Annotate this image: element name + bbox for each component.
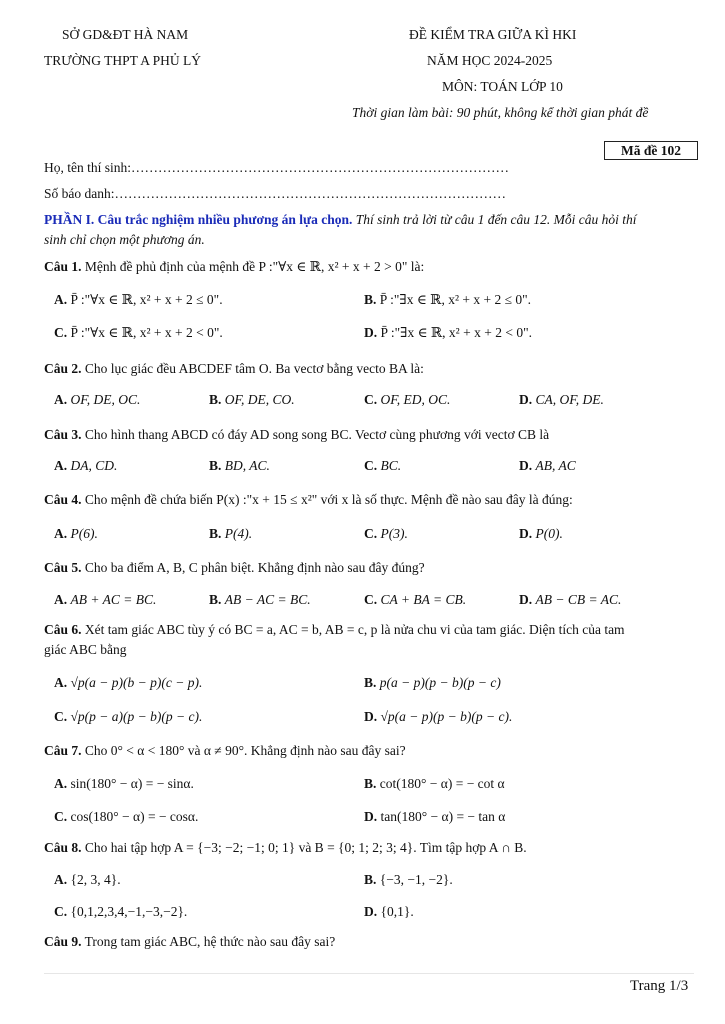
question-text: Cho hai tập hợp A = {−3; −2; −1; 0; 1} và B = {0; 1; 2; 3; 4}. Tìm tập hợp A ∩ B. (84, 840, 527, 855)
option-text: √p(p − a)(p − b)(p − c). (70, 709, 203, 724)
question-4 (44, 490, 704, 510)
question-text: Cho hình thang ABCD có đáy AD song song BC. Vectơ cùng phương với vectơ CB là (84, 427, 550, 442)
school-name: TRƯỜNG THPT A PHỦ LÝ (44, 53, 201, 68)
question-text: Cho 0° < α < 180° và α ≠ 90°. Khẳng định nào sau đây sai? (84, 743, 406, 758)
option-text: AB + AC = BC. (70, 592, 157, 607)
option-text: {0,1,2,3,4,−1,−3,−2}. (70, 904, 188, 919)
option-text: CA, OF, DE. (535, 392, 604, 407)
q1-option-d[interactable] (364, 323, 532, 343)
option-text: P̄ :"∀x ∈ ℝ, x² + x + 2 ≤ 0". (70, 292, 223, 307)
q7-option-a[interactable] (54, 774, 194, 794)
q6-option-d[interactable] (364, 707, 512, 727)
q4-option-a[interactable] (54, 524, 98, 544)
option-letter: D. (519, 592, 533, 607)
question-number: Câu 9. (44, 934, 82, 949)
option-letter: C. (54, 709, 68, 724)
option-text: tan(180° − α) = − tan α (380, 809, 506, 824)
option-text: AB − AC = BC. (224, 592, 311, 607)
option-text: P(3). (380, 526, 408, 541)
part1-heading (44, 210, 704, 250)
option-letter: C. (54, 809, 68, 824)
question-9 (44, 932, 704, 952)
option-letter: C. (364, 392, 378, 407)
option-letter: A. (54, 592, 68, 607)
question-text: Xét tam giác ABC tùy ý có BC = a, AC = b, AB = c, p là nửa chu vi của tam giác. Diện tích của tam (84, 622, 625, 637)
question-2 (44, 359, 704, 379)
q8-option-a[interactable] (54, 870, 121, 890)
q1-option-c[interactable] (54, 323, 223, 343)
option-letter: A. (54, 292, 68, 307)
question-number: Câu 8. (44, 840, 82, 855)
option-text: √p(a − p)(b − p)(c − p). (70, 675, 203, 690)
option-letter: A. (54, 675, 68, 690)
option-text: {2, 3, 4}. (70, 872, 121, 887)
option-letter: D. (364, 709, 378, 724)
q4-option-d[interactable] (519, 524, 563, 544)
option-text: {−3, −1, −2}. (379, 872, 453, 887)
option-text: BD, AC. (224, 458, 270, 473)
subject: MÔN: TOÁN LỚP 10 (442, 79, 563, 94)
q6-option-b[interactable] (364, 673, 501, 693)
option-letter: A. (54, 776, 68, 791)
option-letter: C. (364, 458, 378, 473)
exam-code-box: Mã đề 102 (604, 141, 698, 160)
q8-option-d[interactable] (364, 902, 414, 922)
option-text: p(a − p)(p − b)(p − c) (379, 675, 501, 690)
q3-option-a[interactable] (54, 456, 117, 476)
q4-option-b[interactable] (209, 524, 252, 544)
question-number: Câu 7. (44, 743, 82, 758)
option-text: √p(a − p)(p − b)(p − c). (380, 709, 513, 724)
q2-option-c[interactable] (364, 390, 450, 410)
q8-option-c[interactable] (54, 902, 187, 922)
question-7 (44, 741, 704, 761)
question-text: Cho ba điểm A, B, C phân biệt. Khẳng định nào sau đây đúng? (84, 560, 425, 575)
option-letter: A. (54, 392, 68, 407)
option-text: AB, AC (535, 458, 576, 473)
time-limit: Thời gian làm bài: 90 phút, không kể thời gian phát đề (352, 105, 649, 120)
option-text: AB − CB = AC. (535, 592, 622, 607)
option-letter: B. (209, 392, 222, 407)
q8-option-b[interactable] (364, 870, 453, 890)
q5-option-d[interactable] (519, 590, 621, 610)
option-letter: A. (54, 458, 68, 473)
q2-option-b[interactable] (209, 390, 295, 410)
footer-divider (44, 973, 694, 974)
option-text: P̄ :"∃x ∈ ℝ, x² + x + 2 < 0". (380, 325, 532, 340)
option-letter: D. (364, 325, 378, 340)
option-letter: C. (54, 904, 68, 919)
part1-instructions: Thí sinh trả lời từ câu 1 đến câu 12. Mỗi câu hỏi thí (355, 212, 637, 227)
question-number: Câu 6. (44, 622, 82, 637)
option-letter: B. (364, 675, 377, 690)
option-text: P(6). (70, 526, 98, 541)
option-letter: B. (209, 458, 222, 473)
q4-option-c[interactable] (364, 524, 408, 544)
option-text: OF, ED, OC. (380, 392, 451, 407)
option-text: cos(180° − α) = − cosα. (70, 809, 199, 824)
option-letter: D. (364, 904, 378, 919)
option-letter: B. (364, 872, 377, 887)
q7-option-c[interactable] (54, 807, 198, 827)
part1-title: PHẦN I. Câu trắc nghiệm nhiều phương án lựa chọn. (44, 212, 353, 227)
question-number: Câu 3. (44, 427, 82, 442)
school-year: NĂM HỌC 2024-2025 (427, 53, 553, 68)
q1-option-b[interactable] (364, 290, 531, 310)
part1-instructions-cont: sinh chỉ chọn một phương án. (44, 232, 205, 247)
q2-option-a[interactable] (54, 390, 140, 410)
option-letter: A. (54, 526, 68, 541)
page-number: Trang 1/3 (630, 978, 689, 994)
question-number: Câu 4. (44, 492, 82, 507)
q2-option-d[interactable] (519, 390, 604, 410)
option-text: cot(180° − α) = − cot α (379, 776, 505, 791)
q3-option-c[interactable] (364, 456, 401, 476)
option-letter: C. (54, 325, 68, 340)
option-letter: A. (54, 872, 68, 887)
option-text: P̄ :"∃x ∈ ℝ, x² + x + 2 ≤ 0". (379, 292, 532, 307)
question-8 (44, 838, 704, 858)
option-letter: C. (364, 526, 378, 541)
q3-option-b[interactable] (209, 456, 270, 476)
student-name-line: Họ, tên thí sinh:………………………………………………………………………… (44, 160, 509, 175)
option-letter: B. (364, 292, 377, 307)
q7-option-d[interactable] (364, 807, 505, 827)
option-letter: D. (519, 526, 533, 541)
option-text: DA, CD. (70, 458, 118, 473)
question-number: Câu 2. (44, 361, 82, 376)
option-text: {0,1}. (380, 904, 414, 919)
question-text: Cho lục giác đều ABCDEF tâm O. Ba vectơ bằng vecto BA là: (84, 361, 424, 376)
q5-option-a[interactable] (54, 590, 156, 610)
option-letter: D. (364, 809, 378, 824)
option-letter: D. (519, 392, 533, 407)
question-number: Câu 1. (44, 259, 82, 274)
question-6 (44, 620, 704, 660)
option-text: BC. (380, 458, 402, 473)
question-1 (44, 257, 704, 277)
option-text: P(4). (224, 526, 253, 541)
q6-option-c[interactable] (54, 707, 202, 727)
option-letter: C. (364, 592, 378, 607)
question-5 (44, 558, 704, 578)
question-text-cont: giác ABC bằng (44, 642, 127, 657)
option-letter: B. (209, 592, 222, 607)
option-text: CA + BA = CB. (380, 592, 467, 607)
option-text: P(0). (535, 526, 563, 541)
question-text: Trong tam giác ABC, hệ thức nào sau đây sai? (84, 934, 336, 949)
question-3 (44, 425, 704, 445)
question-text: Cho mệnh đề chứa biến P(x) :"x + 15 ≤ x²" với x là số thực. Mệnh đề nào sau đây là đúng: (84, 492, 573, 507)
exam-title: ĐỀ KIỂM TRA GIỮA KÌ HKI (409, 27, 577, 42)
q5-option-c[interactable] (364, 590, 466, 610)
q1-option-a[interactable] (54, 290, 223, 310)
option-text: P̄ :"∀x ∈ ℝ, x² + x + 2 < 0". (70, 325, 223, 340)
department-name: SỞ GD&ĐT HÀ NAM (62, 27, 189, 42)
option-text: sin(180° − α) = − sinα. (70, 776, 194, 791)
student-id-line: Số báo danh:…………………………………………………………………………… (44, 186, 506, 201)
q3-option-d[interactable] (519, 456, 576, 476)
option-text: OF, DE, OC. (70, 392, 141, 407)
option-letter: B. (364, 776, 377, 791)
option-letter: D. (519, 458, 533, 473)
option-letter: B. (209, 526, 222, 541)
q6-option-a[interactable] (54, 673, 202, 693)
question-text: Mệnh đề phủ định của mệnh đề P :"∀x ∈ ℝ, x² + x + 2 > 0" là: (84, 259, 425, 274)
option-text: OF, DE, CO. (224, 392, 295, 407)
question-number: Câu 5. (44, 560, 82, 575)
q5-option-b[interactable] (209, 590, 311, 610)
q7-option-b[interactable] (364, 774, 505, 794)
